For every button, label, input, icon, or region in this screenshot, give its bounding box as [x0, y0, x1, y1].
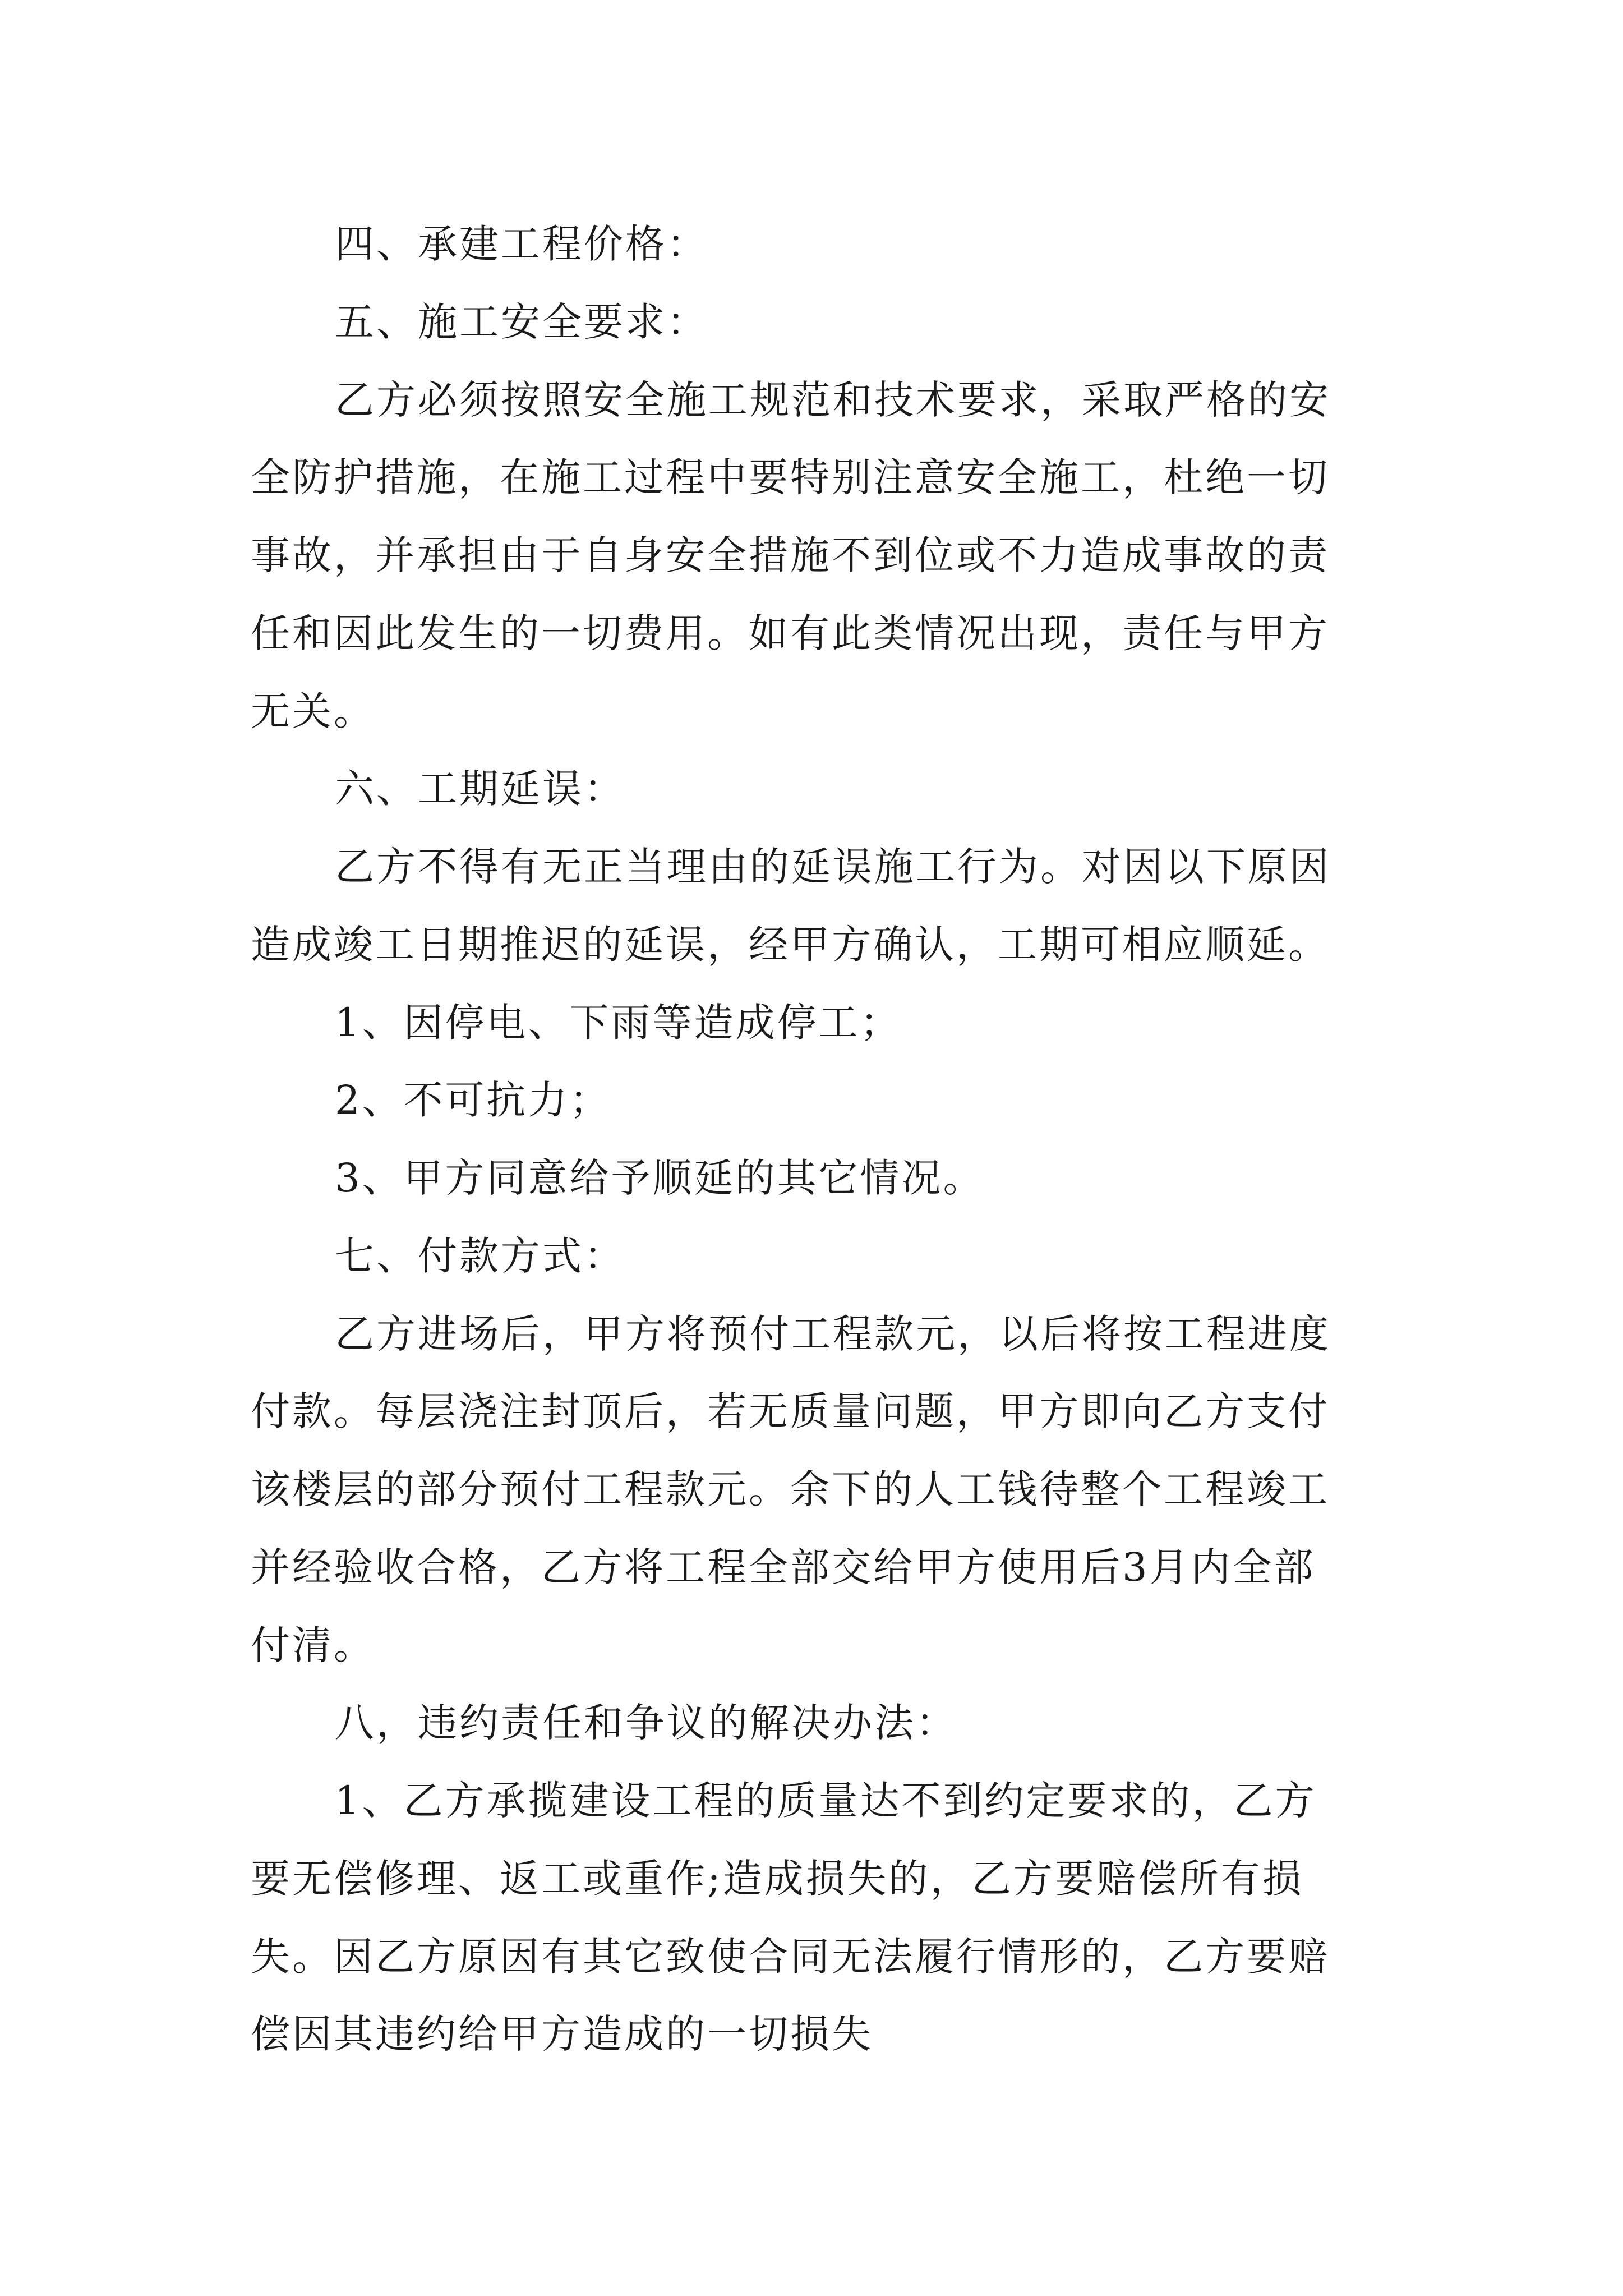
paragraph-line: 要无偿修理、返工或重作;造成损失的，乙方要赔偿所有损: [251, 1856, 1304, 1902]
paragraph-line: 付款。每层浇注封顶后，若无质量问题，甲方即向乙方支付: [251, 1388, 1330, 1434]
paragraph-line: 任和因此发生的一切费用。如有此类情况出现，责任与甲方: [251, 610, 1330, 656]
section-7-heading: 七、付款方式：: [335, 1233, 625, 1279]
paragraph-line: 乙方不得有无正当理由的延误施工行为。对因以下原因: [335, 844, 1331, 890]
paragraph-line: 1、乙方承揽建设工程的质量达不到约定要求的，乙方: [335, 1778, 1317, 1824]
paragraph-line: 并经验收合格，乙方将工程全部交给甲方使用后3月内全部: [251, 1544, 1316, 1590]
section-8-heading: 八，违约责任和争议的解决办法：: [335, 1700, 957, 1746]
paragraph-line: 全防护措施，在施工过程中要特别注意安全施工，杜绝一切: [251, 454, 1330, 500]
paragraph-line: 乙方进场后，甲方将预付工程款元，以后将按工程进度: [335, 1311, 1331, 1357]
paragraph-line: 该楼层的部分预付工程款元。余下的人工钱待整个工程竣工: [251, 1466, 1330, 1512]
list-item: 2、不可抗力；: [335, 1077, 611, 1123]
list-item: 1、因停电、下雨等造成停工；: [335, 1000, 902, 1046]
paragraph-line: 失。因乙方原因有其它致使合同无法履行情形的，乙方要赔: [251, 1934, 1330, 1980]
paragraph-line: 偿因其违约给甲方造成的一切损失: [251, 2011, 873, 2057]
paragraph-line: 造成竣工日期推迟的延误，经甲方确认，工期可相应顺延。: [251, 922, 1330, 968]
section-6-heading: 六、工期延误：: [335, 766, 625, 812]
paragraph-line: 事故，并承担由于自身安全措施不到位或不力造成事故的责: [251, 532, 1330, 578]
list-item: 3、甲方同意给予顺延的其它情况。: [335, 1155, 985, 1201]
paragraph-line: 付清。: [251, 1622, 375, 1668]
paragraph-line: 无关。: [251, 688, 375, 734]
paragraph-line: 乙方必须按照安全施工规范和技术要求，采取严格的安: [335, 377, 1331, 423]
section-5-heading: 五、施工安全要求：: [335, 299, 708, 345]
section-4-heading: 四、承建工程价格：: [335, 221, 708, 267]
